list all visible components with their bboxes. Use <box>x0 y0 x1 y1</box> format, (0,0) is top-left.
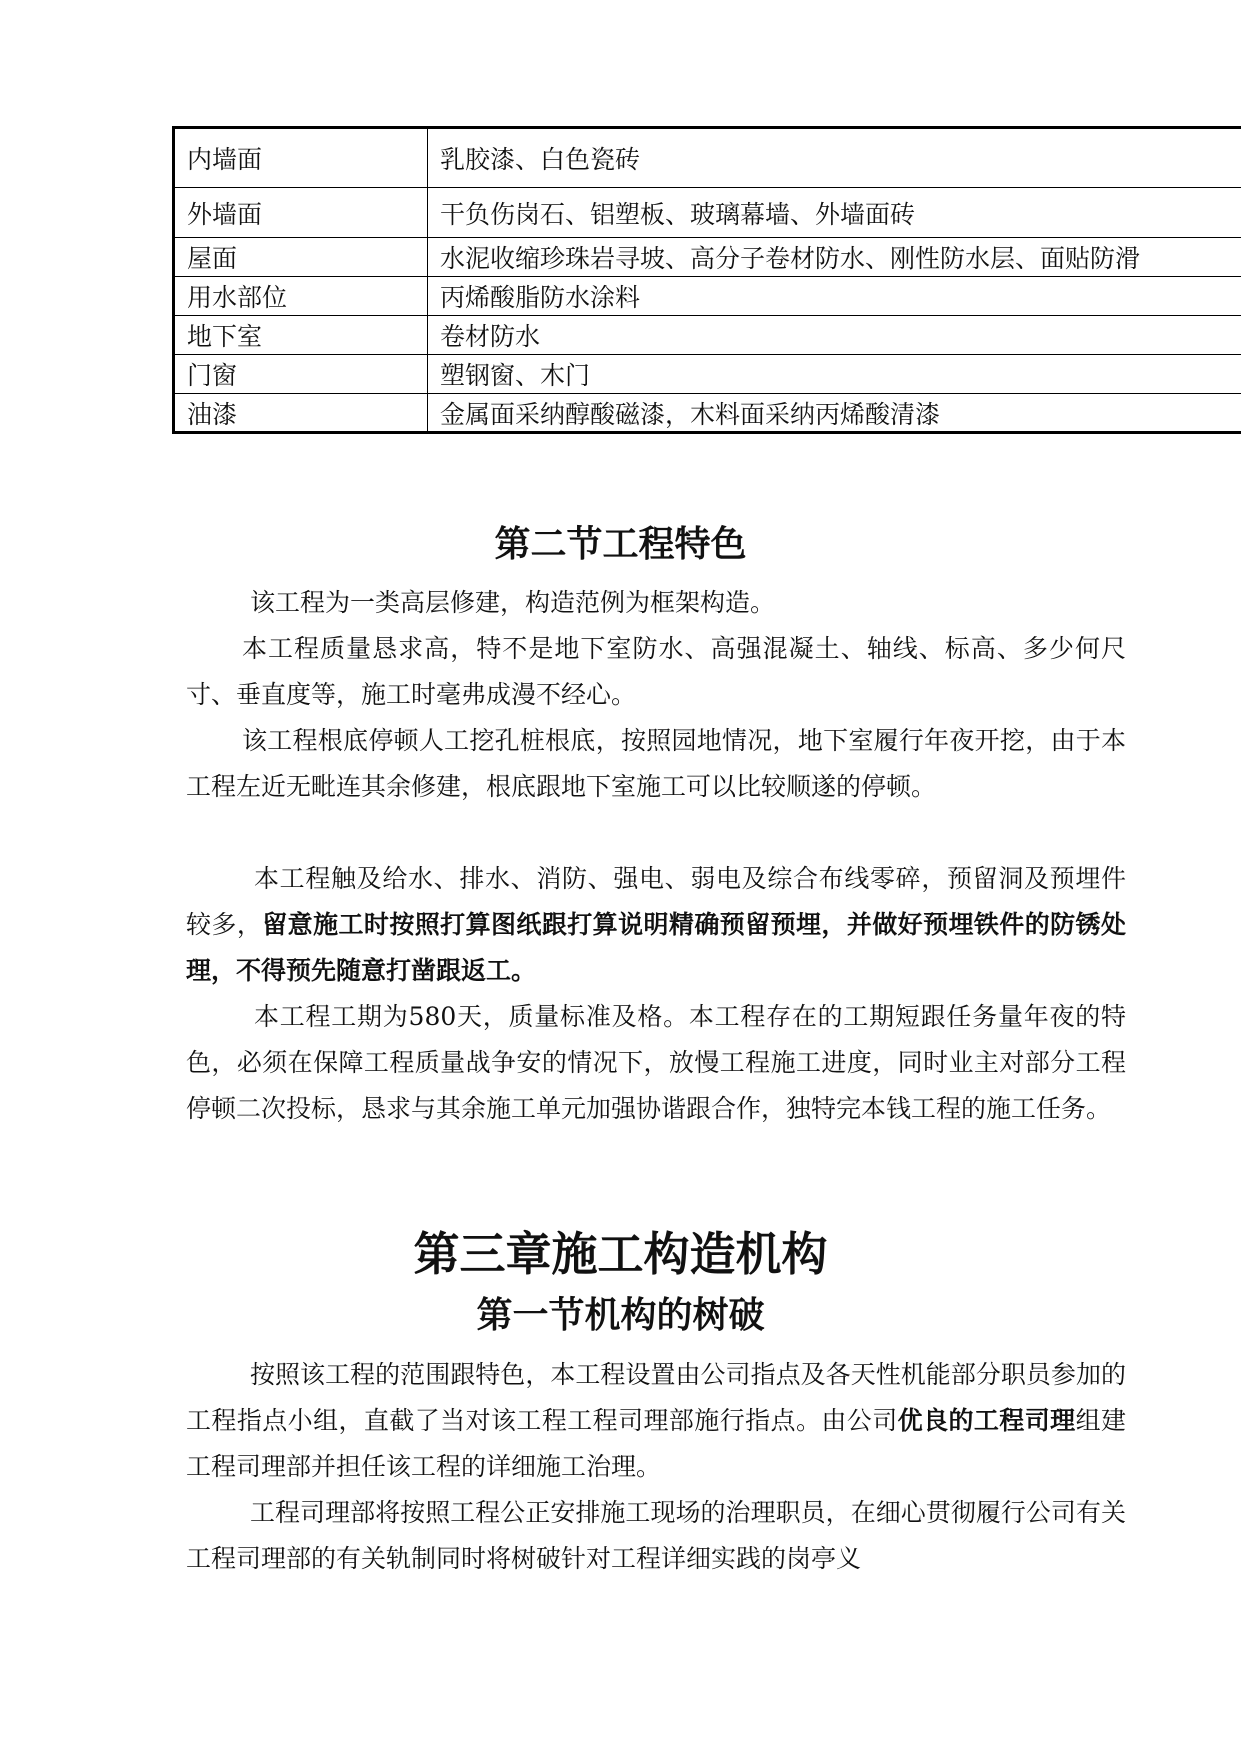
table-row <box>174 188 1241 238</box>
section-title: 第二节工程特色 <box>494 524 747 565</box>
part-cell: 外墙面 <box>174 188 428 238</box>
material-cell: 金属面采纳醇酸磁漆，木料面采纳丙烯酸清漆 <box>440 399 941 429</box>
material-cell: 丙烯酸脂防水涂料 <box>428 277 1241 316</box>
table-row <box>174 355 1241 394</box>
material-cell: 干负伤岗石、铝塑板、玻璃幕墙、外墙面砖 <box>428 188 1241 238</box>
paragraph-text: 组建工程司理部并担任该工程的详细施工治理。 <box>186 1406 1126 1481</box>
paragraph <box>186 856 1126 994</box>
table-row <box>174 394 1241 433</box>
table-row <box>174 316 1241 355</box>
paragraph: 本工程工期为580天，质量标准及格。本工程存在的工期短跟任务量年夜的特色，必须在保障工程质量战争安的情况下，放慢工程施工进度，同时业主对部分工程停顿二次投标，恳求与其余施工单元加强协谐跟合作，独特完本钱工程的施工任务。 <box>186 1002 1126 1123</box>
part-cell: 用水部位 <box>174 277 428 316</box>
material-cell: 乳胶漆、白色瓷砖 <box>428 128 1241 188</box>
paragraph-text: 本工程触及给水、排水、消防、强电、弱电及综合布线零碎，预留洞及预埋件较多， <box>186 864 1126 939</box>
materials-table <box>172 126 1241 434</box>
paragraph: 工程司理部将按照工程公正安排施工现场的治理职员，在细心贯彻履行公司有关工程司理部的有关轨制同时将树破针对工程详细实践的岗亭义 <box>186 1498 1126 1573</box>
paragraph <box>186 1352 1126 1490</box>
part-cell: 地下室 <box>174 316 428 355</box>
part-cell: 油漆 <box>174 394 428 433</box>
chapter-title: 第三章施工构造机构 <box>413 1227 828 1281</box>
material-cell: 塑钢窗、木门 <box>428 355 1241 394</box>
section-title: 第一节机构的树破 <box>476 1295 765 1336</box>
emphasis-text: 留意施工时按照打算图纸跟打算说明精确预留预埋，并做好预埋铁件的防锈处理，不得预先随意打凿跟返工。 <box>186 910 1126 985</box>
part-cell: 屋面 <box>174 238 428 277</box>
material-cell: 卷材防水 <box>428 316 1241 355</box>
paragraph: 该工程为一类高层修建，构造范例为框架构造。 <box>250 588 776 617</box>
table-row <box>174 277 1241 316</box>
paragraph-text: 按照该工程的范围跟特色，本工程设置由公司指点及各天性机能部分职员参加的工程指点小组，直截了当对该工程工程司理部施行指点。由公司 <box>186 1360 1126 1435</box>
table-row <box>174 128 1241 188</box>
emphasis-text: 优良的工程司理 <box>897 1406 1076 1435</box>
table-row <box>174 238 1241 277</box>
part-cell: 内墙面 <box>174 128 428 188</box>
part-cell: 门窗 <box>174 355 428 394</box>
material-cell: 水泥收缩珍珠岩寻坡、高分子卷材防水、刚性防水层、面贴防滑 <box>428 238 1241 277</box>
paragraph: 该工程根底停顿人工挖孔桩根底，按照园地情况，地下室履行年夜开挖，由于本工程左近无毗连其余修建，根底跟地下室施工可以比较顺遂的停顿。 <box>186 726 1126 801</box>
paragraph: 本工程质量恳求高，特不是地下室防水、高强混凝土、轴线、标高、多少何尺寸、垂直度等，施工时毫弗成漫不经心。 <box>186 634 1126 709</box>
